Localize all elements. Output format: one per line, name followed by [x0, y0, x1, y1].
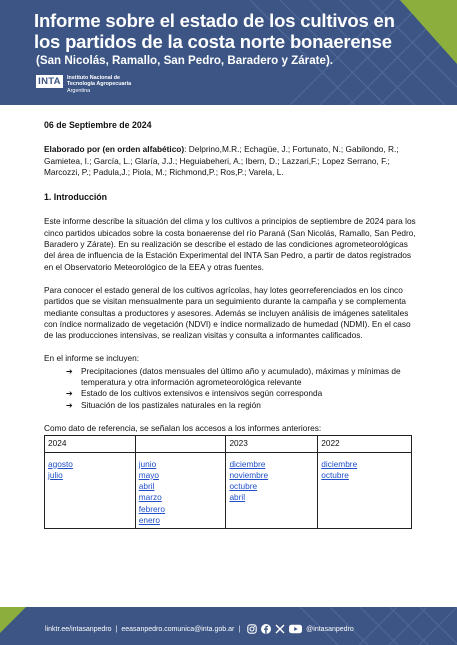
footer-separator: |: [238, 625, 241, 633]
report-link-2024-agosto[interactable]: agosto: [48, 458, 73, 469]
report-link-2024-enero[interactable]: enero: [138, 515, 160, 526]
intro-paragraph-2: Para conocer el estado general de los cultivos agrícolas, hay lotes georreferenciados en los cinco partidos que se visitan mensualmente para un seguimiento durante la campaña y se complementa mediante consultas a productores y asesores. Además se incluyen análisis de imágenes satelitales con índice normalizado de vegetación (NDVI) e índice normalizado de humedad (NDMI). En el caso de las producciones intensivas, se realizan visitas y consulta a informantes calificados.: [44, 284, 411, 341]
report-link-2023-diciembre[interactable]: diciembre: [229, 458, 266, 469]
header-2022: 2022: [318, 436, 412, 452]
report-title: Informe sobre el estado de los cultivos en los partidos de la costa norte bonaerense: [34, 10, 395, 52]
report-link-2023-noviembre[interactable]: noviembre: [229, 469, 269, 480]
report-link-2024-junio[interactable]: junio: [138, 458, 157, 469]
report-link-2024-marzo[interactable]: marzo: [138, 492, 162, 503]
list-item: ➔ Estado de los cultivos extensivos e intensivos según corresponda: [66, 388, 323, 399]
links-2024-a: [45, 452, 136, 529]
list-intro: En el informe se incluyen:: [44, 353, 140, 364]
arrow-right-icon: ➔: [66, 389, 73, 399]
authors-list: : Delprino,M.R.; Echagüe, J.; Fortunato, N.; Gabilondo, R.; Gamietea, I.; García, L.; Glaría, J.J.; Heguiabeheri, A.; Ibern, D.; Lazzari,F.; Lopez Serrano, F.; Marcozzi, P.; Padula,J.; Piola, M.; Richmond,P.; Ros,P.; Varela, L.: [44, 144, 399, 177]
links-2024-b: [135, 452, 226, 529]
footer-linktree-link[interactable]: linktr.ee/intasanpedro: [45, 625, 112, 633]
document-body: [44, 120, 416, 529]
authors-paragraph: [44, 144, 416, 178]
header-2023: 2023: [226, 436, 318, 452]
report-link-2024-mayo[interactable]: mayo: [138, 469, 160, 480]
arrow-right-icon: ➔: [66, 366, 73, 376]
report-link-2023-abril[interactable]: abril: [229, 492, 246, 503]
x-icon[interactable]: [275, 624, 285, 634]
header-banner: [0, 0, 457, 105]
instagram-icon[interactable]: [247, 624, 257, 634]
table-header-row: [45, 436, 412, 452]
social-icons: [247, 624, 306, 634]
youtube-icon[interactable]: [289, 624, 302, 634]
contents-list: [66, 366, 416, 411]
header-2024: 2024: [45, 436, 136, 452]
inta-logo-text: Instituto Nacional de Tecnología Agropecuaria Argentina: [67, 75, 132, 94]
report-link-2024-julio[interactable]: julio: [48, 469, 63, 480]
table-row: [45, 452, 412, 529]
facebook-icon[interactable]: [261, 624, 271, 634]
links-2022: [318, 452, 412, 529]
header-blank: [135, 436, 226, 452]
footer-social-handle[interactable]: @intasanpedro: [306, 625, 354, 633]
links-2023: [226, 452, 318, 529]
intro-paragraph-1: Este informe describe la situación del clima y los cultivos a principios de septiembre de 2024 para los cinco partidos ubicados sobre la costa bonaerense del río Paraná (San Nicolás, Ramallo, San Pedro, Baradero y Zárate). En su realización se describe el estado de las condiciones agrometeorológicas del área de influencia de la Estación Experimental del INTA San Pedro, a partir de datos registrados en el Observatorio Meteorológico de la EEA y otras fuentes.: [44, 216, 416, 272]
footer-contacts: [45, 623, 354, 635]
inta-logo: [36, 75, 131, 103]
report-subtitle: (San Nicolás, Ramallo, San Pedro, Baradero y Zárate).: [36, 54, 334, 67]
report-link-2024-abril[interactable]: abril: [138, 481, 155, 492]
arrow-right-icon: ➔: [66, 400, 73, 410]
footer-banner: [0, 607, 457, 645]
report-link-2024-febrero[interactable]: febrero: [138, 503, 166, 514]
section-heading-introduccion: 1. Introducción: [44, 192, 108, 203]
report-link-2022-octubre[interactable]: octubre: [321, 469, 349, 480]
inta-logo-mark: INTA: [36, 75, 63, 88]
report-link-2023-octubre[interactable]: octubre: [229, 481, 258, 492]
authors-label: Elaborado por (en orden alfabético): [44, 144, 185, 155]
references-intro: Como dato de referencia, se señalan los accesos a los informes anteriores:: [44, 422, 322, 433]
report-date: 06 de Septiembre de 2024: [44, 120, 152, 130]
list-item: ➔ Situación de los pastizales naturales en la región: [66, 399, 261, 410]
footer-separator: |: [115, 625, 118, 633]
list-item: ➔ Precipitaciones (datos mensuales del último año y acumulado), máximas y mínimas de temperatura y otra información agrometeorológica relevante: [66, 365, 401, 388]
previous-reports-table: [44, 435, 412, 529]
report-link-2022-diciembre[interactable]: diciembre: [321, 458, 358, 469]
footer-email-link[interactable]: eeasanpedro.comunica@inta.gob.ar: [121, 625, 235, 633]
